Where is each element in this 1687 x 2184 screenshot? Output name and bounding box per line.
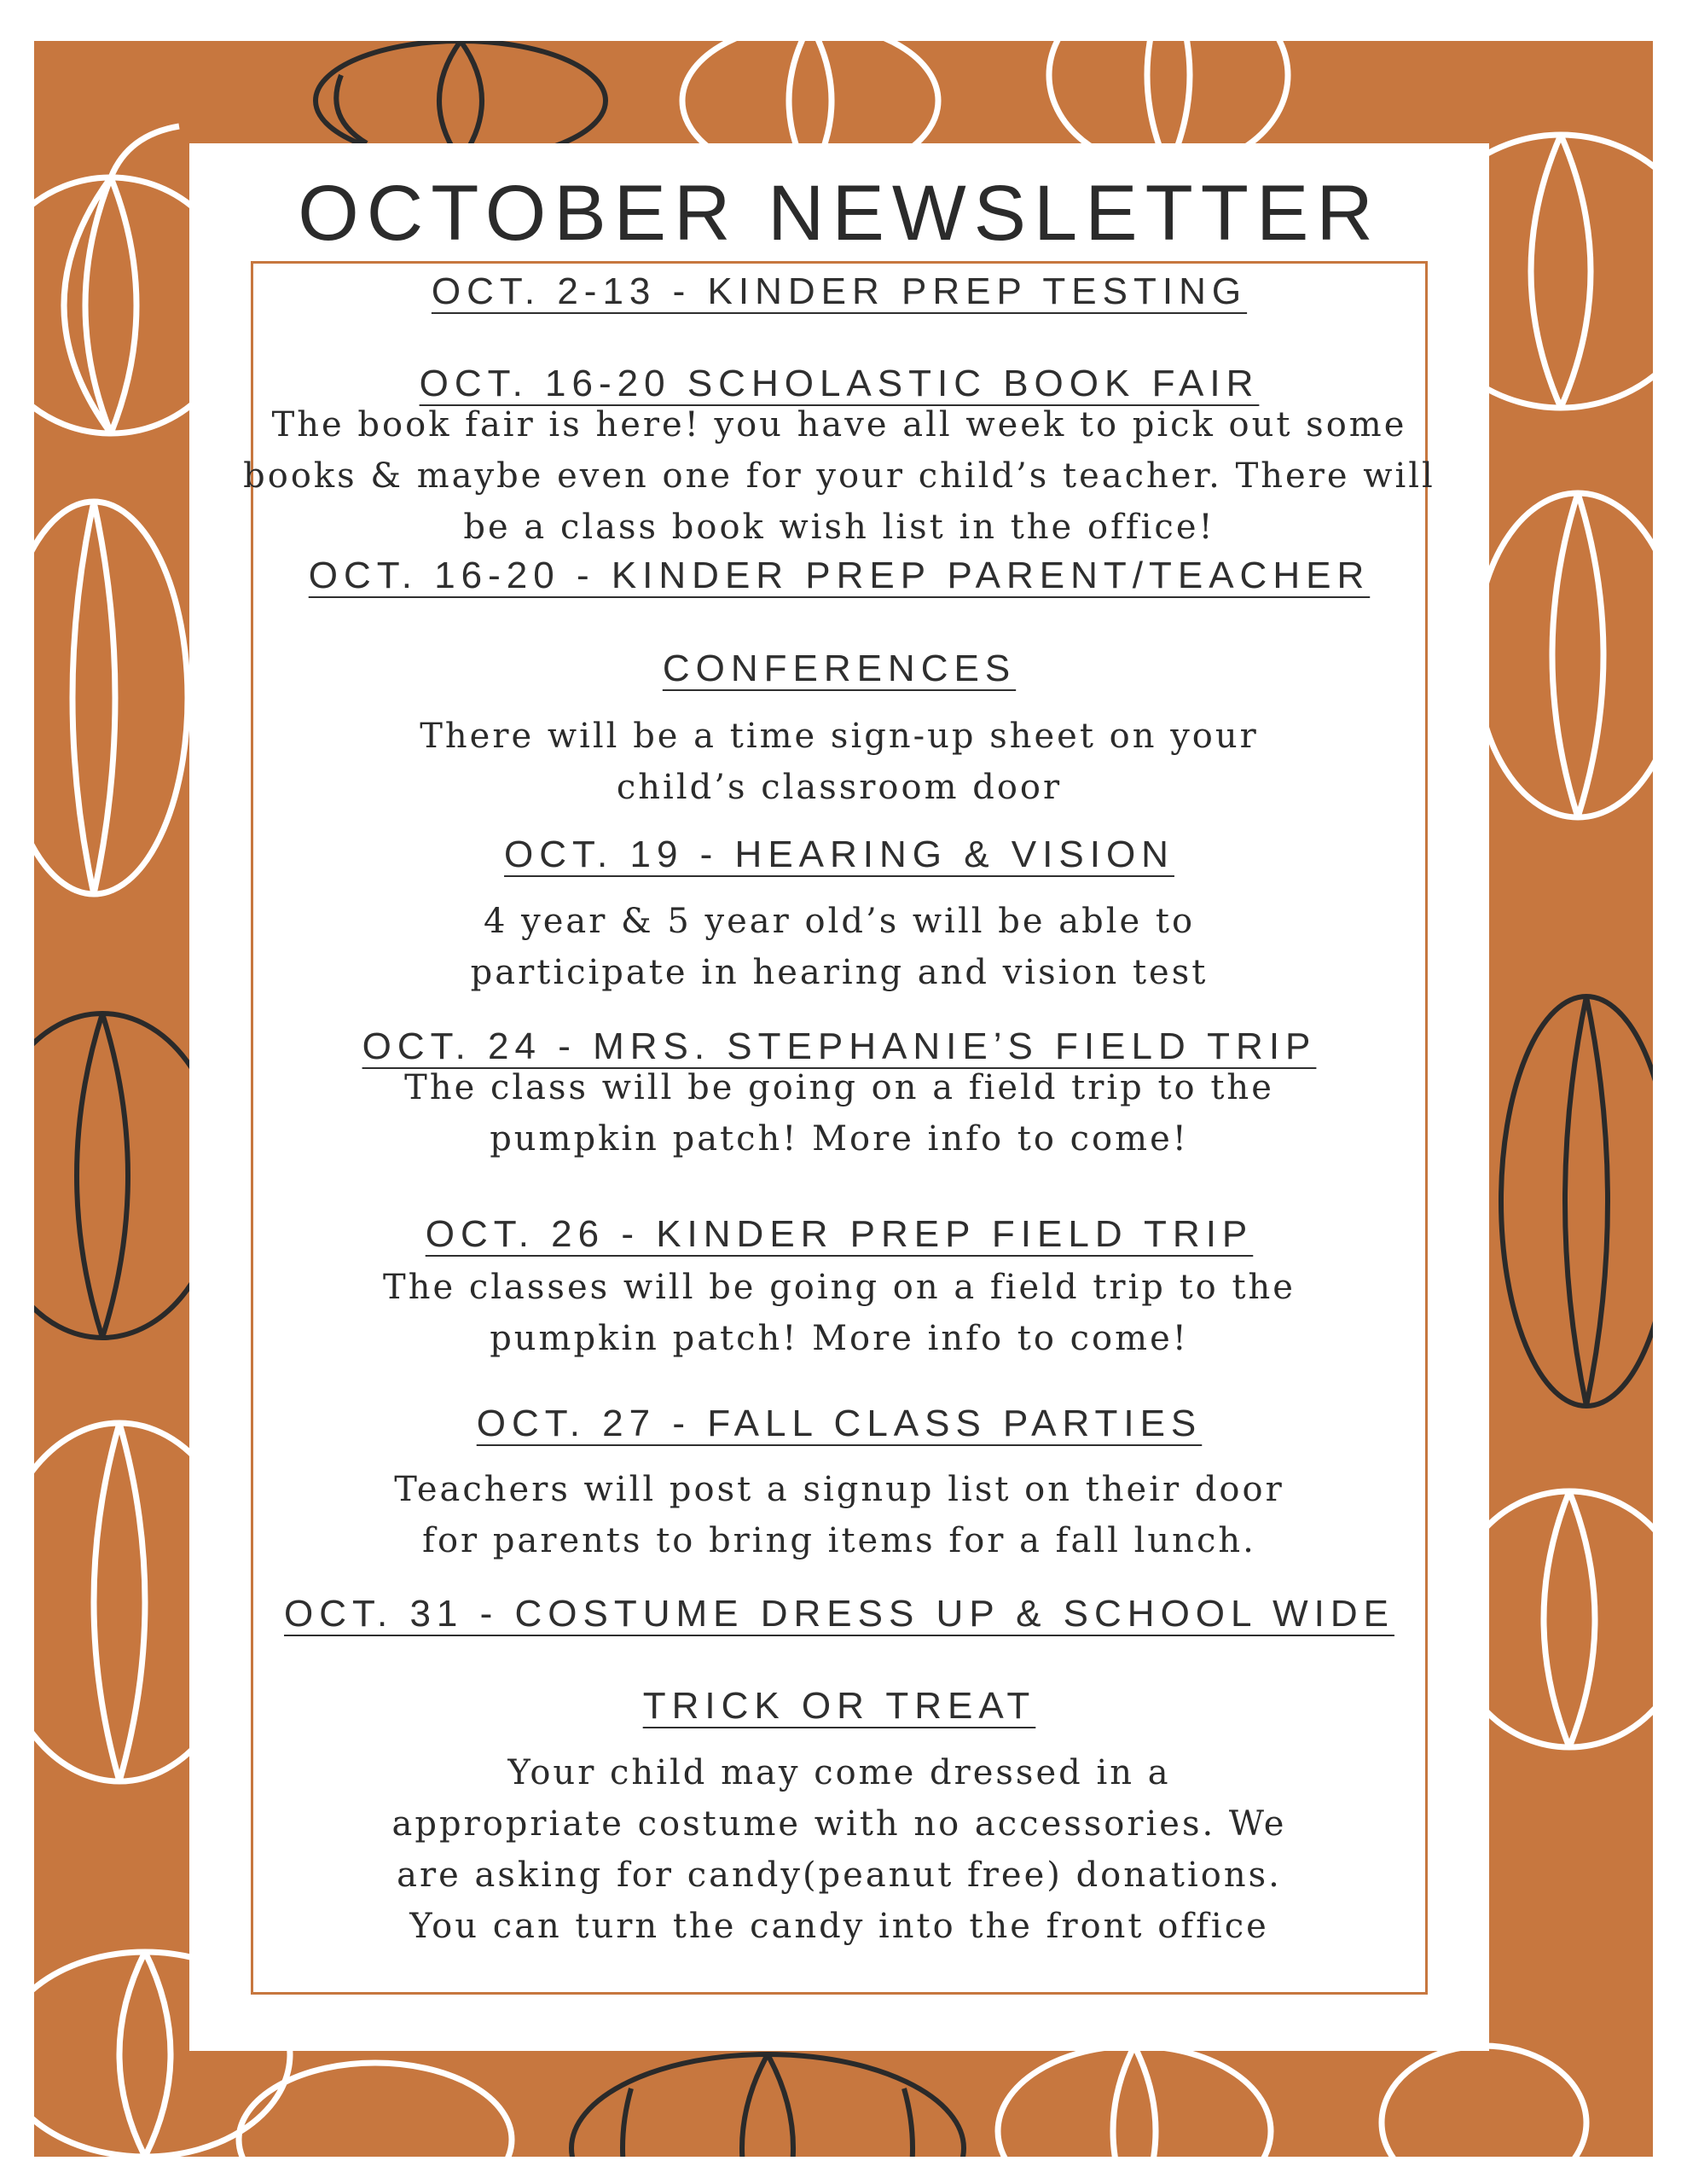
event-heading: OCT. 16-20 SCHOLASTIC BOOK FAIR [419,363,1260,404]
event-heading: OCT. 16-20 - KINDER PREP PARENT/TEACHER [308,555,1371,596]
event-description: Your child may come dressed in a appropriate costume with no accessories. We are asking for candy(peanut free) donations. You can turn the candy into the front office [391,1753,1287,1946]
event-heading: OCT. 19 - HEARING & VISION [504,834,1174,875]
event-description: Teachers will post a signup list on their door for parents to bring items for a fall lunch. [394,1470,1284,1560]
page-title: OCTOBER NEWSLETTER [298,170,1381,257]
event-description: The class will be going on a field trip to the pumpkin patch! More info to come! [404,1068,1274,1159]
event-heading: OCT. 31 - COSTUME DRESS UP & SCHOOL WIDE [284,1593,1394,1635]
event-heading-continued: CONFERENCES [662,648,1017,689]
event-description: There will be a time sign-up sheet on your child’s classroom door [420,717,1259,807]
event-description: The book fair is here! you have all week to pick out some books & maybe even one for your child’s teacher. There will be a class book wish list in the office! [243,405,1435,547]
event-heading: OCT. 2-13 - KINDER PREP TESTING [431,270,1248,312]
event-heading: OCT. 26 - KINDER PREP FIELD TRIP [425,1213,1254,1255]
event-description: 4 year & 5 year old’s will be able to participate in hearing and vision test [470,902,1209,992]
event-heading: OCT. 27 - FALL CLASS PARTIES [476,1403,1203,1444]
newsletter-page [189,143,1489,2051]
event-description: The classes will be going on a field trip to the pumpkin patch! More info to come! [383,1268,1296,1358]
event-heading-continued: TRICK OR TREAT [642,1685,1036,1727]
event-heading: OCT. 24 - MRS. STEPHANIE’S FIELD TRIP [362,1025,1317,1067]
